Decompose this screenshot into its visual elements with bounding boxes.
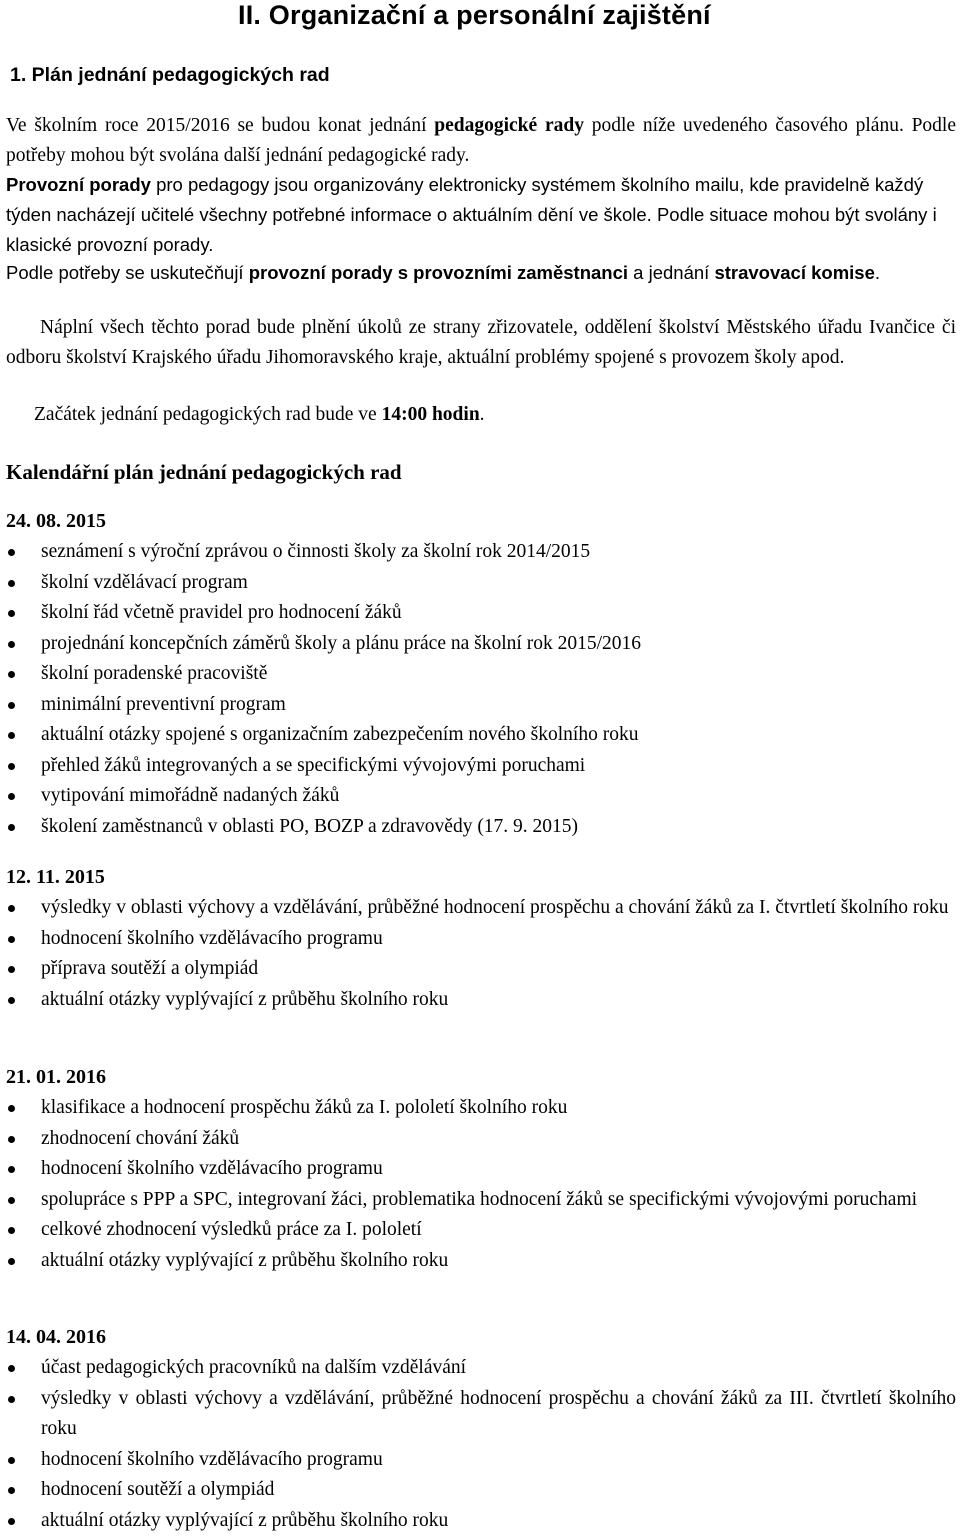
bullet-icon bbox=[8, 824, 15, 831]
agenda-item-text: výsledky v oblasti výchovy a vzdělávání, průběžné hodnocení prospěchu a chování žáků za III. čtvrtletí školního roku bbox=[41, 1388, 956, 1440]
agenda-item bbox=[0, 924, 960, 955]
intro-text: a jednání bbox=[628, 262, 714, 283]
bullet-icon bbox=[8, 1166, 15, 1173]
agenda-item bbox=[0, 812, 960, 843]
meeting-date: 12. 11. 2015 bbox=[6, 866, 105, 889]
intro-text: Podle potřeby se uskutečňují bbox=[6, 262, 249, 283]
intro-text: pro pedagogy jsou organizovány elektronicky systémem školního mailu, kde pravidelně každý týden nacházejí učitelé všechny potřebné informace o aktuálním dění ve škole. Podle situace mohou být svolány i klasické provozní porady. bbox=[6, 174, 937, 255]
agenda-item-text: přehled žáků integrovaných a se specifickými vývojovými poruchami bbox=[41, 755, 585, 776]
intro-text: Začátek jednání pedagogických rad bude ve bbox=[34, 404, 382, 425]
agenda-item-text: aktuální otázky spojené s organizačním zabezpečením nového školního roku bbox=[41, 724, 638, 745]
meeting-agenda-list bbox=[0, 537, 960, 842]
intro-emphasis: Provozní porady bbox=[6, 174, 151, 195]
agenda-item bbox=[0, 1384, 960, 1445]
meeting-agenda-list bbox=[0, 1353, 960, 1536]
bullet-icon bbox=[8, 966, 15, 973]
intro-emphasis: pedagogické rady bbox=[434, 115, 584, 136]
intro-paragraph-2 bbox=[6, 170, 956, 260]
agenda-item bbox=[0, 1353, 960, 1384]
section-title: II. Organizační a personální zajištění bbox=[238, 0, 711, 31]
agenda-item-text: aktuální otázky vyplývající z průběhu školního roku bbox=[41, 1510, 448, 1531]
agenda-item bbox=[0, 568, 960, 599]
agenda-item bbox=[0, 985, 960, 1016]
bullet-icon bbox=[8, 610, 15, 617]
meeting-date: 24. 08. 2015 bbox=[6, 510, 106, 533]
intro-text: podle níže uvedeného časového plánu. Podle potřeby mohou být svolána další jednání pedagogické rady. bbox=[6, 115, 956, 166]
agenda-item bbox=[0, 1093, 960, 1124]
bullet-icon bbox=[8, 997, 15, 1004]
agenda-item bbox=[0, 1124, 960, 1155]
agenda-item-text: zhodnocení chování žáků bbox=[41, 1128, 239, 1149]
agenda-item-text: aktuální otázky vyplývající z průběhu školního roku bbox=[41, 1250, 448, 1271]
intro-emphasis: stravovací komise bbox=[714, 262, 874, 283]
agenda-item-text: projednání koncepčních záměrů školy a plánu práce na školní rok 2015/2016 bbox=[41, 633, 641, 654]
agenda-item bbox=[0, 1154, 960, 1185]
subsection-title: 1. Plán jednání pedagogických rad bbox=[10, 64, 330, 87]
agenda-item bbox=[0, 598, 960, 629]
agenda-item-text: hodnocení školního vzdělávacího programu bbox=[41, 1449, 383, 1470]
agenda-item bbox=[0, 1185, 960, 1216]
agenda-item-text: minimální preventivní program bbox=[41, 694, 286, 715]
agenda-item-text: vytipování mimořádně nadaných žáků bbox=[41, 785, 339, 806]
agenda-item-text: hodnocení soutěží a olympiád bbox=[41, 1479, 274, 1500]
agenda-item bbox=[0, 629, 960, 660]
intro-paragraph-5 bbox=[34, 400, 934, 430]
agenda-item bbox=[0, 751, 960, 782]
bullet-icon bbox=[8, 763, 15, 770]
agenda-item-text: celkové zhodnocení výsledků práce za I. pololetí bbox=[41, 1219, 422, 1240]
agenda-item-text: školní řád včetně pravidel pro hodnocení žáků bbox=[41, 602, 402, 623]
agenda-item bbox=[0, 1246, 960, 1277]
agenda-item bbox=[0, 781, 960, 812]
agenda-item bbox=[0, 720, 960, 751]
bullet-icon bbox=[8, 1365, 15, 1372]
agenda-item-text: účast pedagogických pracovníků na dalším vzdělávání bbox=[41, 1357, 466, 1378]
agenda-item bbox=[0, 1475, 960, 1506]
bullet-icon bbox=[8, 1227, 15, 1234]
bullet-icon bbox=[8, 936, 15, 943]
bullet-icon bbox=[8, 1258, 15, 1265]
intro-paragraph-4: Náplní všech těchto porad bude plnění úkolů ze strany zřizovatele, oddělení školství Městského úřadu Ivančice či odboru školství Krajského úřadu Jihomoravského kraje, aktuální problémy spojené s provozem školy apod. bbox=[6, 313, 956, 373]
bullet-icon bbox=[8, 1396, 15, 1403]
bullet-icon bbox=[8, 905, 15, 912]
agenda-item bbox=[0, 1445, 960, 1476]
bullet-icon bbox=[8, 580, 15, 587]
agenda-item bbox=[0, 659, 960, 690]
intro-paragraph-1 bbox=[6, 111, 956, 171]
bullet-icon bbox=[8, 702, 15, 709]
agenda-item bbox=[0, 1215, 960, 1246]
bullet-icon bbox=[8, 732, 15, 739]
agenda-item-text: hodnocení školního vzdělávacího programu bbox=[41, 1158, 383, 1179]
intro-emphasis: provozní porady s provozními zaměstnanci bbox=[249, 262, 628, 283]
agenda-item-text: příprava soutěží a olympiád bbox=[41, 958, 258, 979]
agenda-item-text: hodnocení školního vzdělávacího programu bbox=[41, 928, 383, 949]
agenda-item-text: aktuální otázky vyplývající z průběhu školního roku bbox=[41, 989, 448, 1010]
agenda-item bbox=[0, 954, 960, 985]
meeting-date: 21. 01. 2016 bbox=[6, 1066, 106, 1089]
bullet-icon bbox=[8, 793, 15, 800]
agenda-item bbox=[0, 690, 960, 721]
meeting-agenda-list bbox=[0, 893, 960, 1015]
agenda-item-text: výsledky v oblasti výchovy a vzdělávání, průběžné hodnocení prospěchu a chování žáků za I. čtvrtletí školního roku bbox=[41, 897, 949, 918]
agenda-item-text: spolupráce s PPP a SPC, integrovaní žáci, problematika hodnocení žáků se specifickými vývojovými poruchami bbox=[41, 1189, 917, 1210]
intro-text: Ve školním roce 2015/2016 se budou konat jednání bbox=[6, 115, 434, 136]
meeting-date: 14. 04. 2016 bbox=[6, 1326, 106, 1349]
bullet-icon bbox=[8, 671, 15, 678]
intro-text: . bbox=[480, 404, 485, 425]
bullet-icon bbox=[8, 549, 15, 556]
bullet-icon bbox=[8, 1136, 15, 1143]
bullet-icon bbox=[8, 1197, 15, 1204]
bullet-icon bbox=[8, 1518, 15, 1525]
intro-text: . bbox=[875, 262, 880, 283]
meeting-agenda-list bbox=[0, 1093, 960, 1276]
agenda-item-text: školní vzdělávací program bbox=[41, 572, 248, 593]
agenda-item bbox=[0, 537, 960, 568]
agenda-item-text: školní poradenské pracoviště bbox=[41, 663, 267, 684]
agenda-item-text: klasifikace a hodnocení prospěchu žáků za I. pololetí školního roku bbox=[41, 1097, 567, 1118]
agenda-item bbox=[0, 893, 960, 924]
bullet-icon bbox=[8, 1105, 15, 1112]
bullet-icon bbox=[8, 1457, 15, 1464]
calendar-heading: Kalendářní plán jednání pedagogických rad bbox=[6, 460, 402, 485]
agenda-item-text: školení zaměstnanců v oblasti PO, BOZP a zdravovědy (17. 9. 2015) bbox=[41, 816, 578, 837]
agenda-item bbox=[0, 1506, 960, 1536]
agenda-item-text: seznámení s výroční zprávou o činnosti školy za školní rok 2014/2015 bbox=[41, 541, 590, 562]
bullet-icon bbox=[8, 641, 15, 648]
bullet-icon bbox=[8, 1487, 15, 1494]
start-time: 14:00 hodin bbox=[382, 404, 480, 425]
intro-paragraph-3 bbox=[6, 258, 956, 288]
